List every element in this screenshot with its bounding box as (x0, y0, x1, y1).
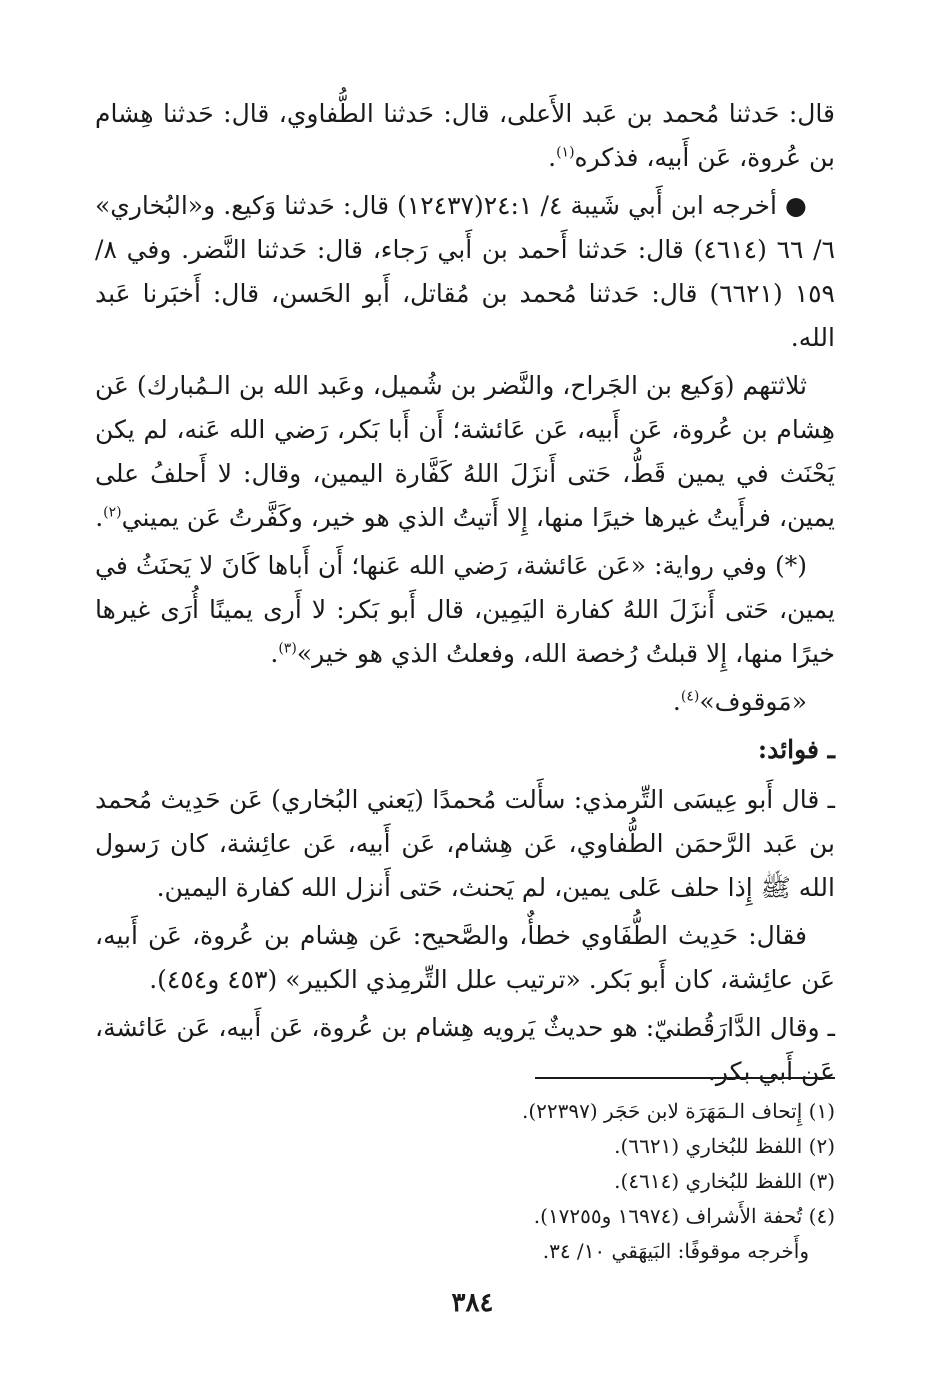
footnote-4: (٤) تُحفة الأَشراف (١٦٩٧٤ و١٧٢٥٥). (533, 1204, 835, 1228)
footnotes (95, 1094, 835, 1269)
footnote-divider (535, 1077, 835, 1079)
footnote-2: (٢) اللفظ للبُخاري (٦٦٢١). (614, 1134, 835, 1158)
section-heading: ـ فوائد: (757, 735, 835, 764)
paragraph-1 (95, 92, 835, 180)
paragraph-riwaya-end: . (270, 639, 279, 668)
paragraph-1-end: . (548, 143, 557, 172)
footnote-ref-3: (٣) (278, 640, 297, 657)
footnote-1: (١) إِتحاف الـمَهَرَة لابن حَجَر (٢٢٣٩٧). (521, 1099, 835, 1123)
paragraph-tirmidhi: ـ قال أَبو عِيسَى التِّرمذي: سأَلت مُحمدًا (يَعني البُخاري) عَن حَدِيث مُحمد بن عَبد الرَّحمَن الطُّفاوي، عَن هِشام، عَن أَبيه، عَن عائِشة، كان رَسول الله ﷺ إِذا حلف عَلى يمين، لم يَحنث، حَتى أَنزل الله كفارة اليمين. (95, 785, 835, 902)
footnote-3: (٣) اللفظ للبُخاري (٤٦١٤). (614, 1169, 835, 1193)
mawquf-label: «مَوقوف» (699, 687, 807, 716)
paragraph-hadith (95, 364, 835, 540)
paragraph-takhrij: ● أخرجه ابن أَبي شَيبة ٤/ ٢٤:١(١٢٤٣٧) قال: حَدثنا وَكيع. و«البُخاري» ٦/ ٦٦ (٤٦١٤) قال: حَدثنا أَحمد بن أَبي رَجاء، قال: حَدثنا النَّضر. وفي ٨/ ١٥٩ (٦٦٢١) قال: حَدثنا مُحمد بن مُقاتل، أَبو الحَسن، قال: أَخبَرنا عَبد الله. (95, 191, 836, 352)
paragraph-hadith-end: . (95, 503, 104, 532)
footnote-ref-2: (٢) (103, 504, 122, 521)
paragraph-1-text: قال: حَدثنا مُحمد بن عَبد الأَعلى، قال: حَدثنا الطُّفاوي، قال: حَدثنا هِشام بن عُروة، عَن أَبيه، فذكره (95, 99, 835, 172)
paragraph-hadith-text: ثلاثتهم (وَكيع بن الجَراح، والنَّضر بن شُميل، وعَبد الله بن الـمُبارك) عَن هِشام بن عُروة، عَن أَبيه، عَن عَائشة؛ أَن أَبا بَكر، رَضي الله عَنه، لم يكن يَحْنَث في يمين قَطُّ، حَتى أَنزَلَ اللهُ كَفَّارة اليمين، وقال: لا أَحلفُ على يمين، فرأَيتُ غيرها خيرًا منها، إِلا أَتيتُ الذي هو خير، وكَفَّرتُ عَن يميني (95, 371, 835, 532)
footnote-ref-1: (١) (556, 144, 575, 161)
paragraph-daraqutni: ـ وقال الدَّارَقُطنيّ: هو حديثٌ يَرويه هِشام بن عُروة، عَن أَبيه، عَن عَائشة، عَن أَبي بكر. (95, 1013, 835, 1086)
main-text (95, 92, 835, 1098)
footnote-ref-4: (٤) (680, 688, 700, 705)
paragraph-mawquf (95, 680, 835, 724)
paragraph-riwaya (95, 544, 835, 676)
paragraph-answer: فقال: حَدِيث الطُّفَاوي خطأٌ، والصَّحيح: عَن هِشام بن عُروة، عَن أَبيه، عَن عائِشة، كان أَبو بَكر. «ترتيب علل التِّرمِذي الكبير» (٤٥٣ و٤٥٤). (95, 921, 835, 994)
paragraph-mawquf-end: . (672, 687, 681, 716)
page-number: ٣٨٤ (451, 1288, 494, 1318)
footnote-4-continuation: وأَخرجه موقوفًا: البَيهَقي ١٠/ ٣٤. (542, 1239, 809, 1263)
paragraph-riwaya-text: (*) وفي رواية: «عَن عَائشة، رَضي الله عَنها؛ أَن أَباها كَانَ لا يَحنَثُ في يمين، حَتى أَنزَلَ اللهُ كفارة اليَمِين، قال أَبو بَكر: لا أَرى يمينًا أُرَى غيرها خيرًا منها، إِلا قبلتُ رُخصة الله، وفعلتُ الذي هو خير» (95, 551, 835, 668)
